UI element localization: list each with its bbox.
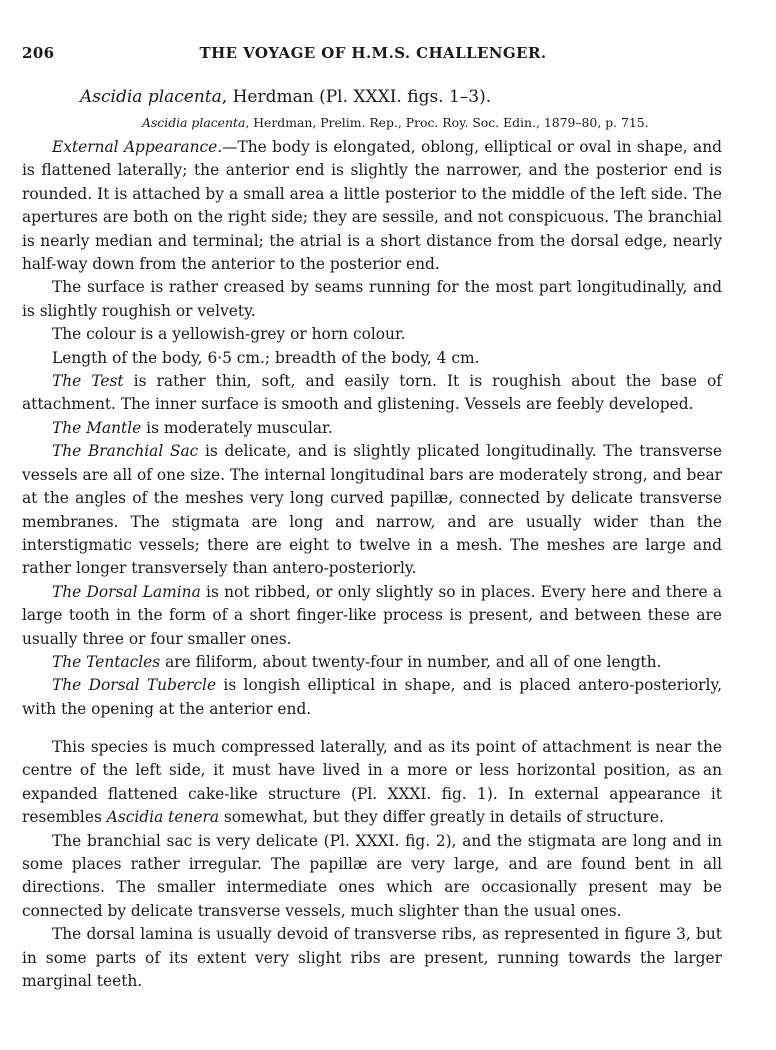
paragraph-dorsal-lamina: The Dorsal Lamina is not ribbed, or only slightly so in places. Every here and there a large tooth in the form of a short finger-like process is present, and between these are usually three or four smaller ones. (22, 582, 723, 648)
paragraph-dorsal-tubercle: The Dorsal Tubercle is longish elliptical in shape, and is placed antero-posteriorly, with the opening at the anterior end. (22, 676, 722, 718)
species-name: Ascidia placenta (80, 87, 222, 107)
species-reference: Ascidia tenera (106, 808, 219, 827)
paragraph-mantle: The Mantle is moderately muscular. (52, 418, 333, 437)
species-heading (80, 85, 720, 109)
lead-branchial-sac: The Branchial Sac (52, 442, 199, 461)
paragraph-discussion-2: The branchial sac is very delicate (Pl. XXXI. fig. 2), and the stigmata are long and in some places rather irregular. The papillæ are very large, and are found bent in all directions. The smaller intermediate ones which are occasionally present may be connected by delicate transverse vessels, much slighter than the usual ones. (22, 831, 722, 920)
lead-external-appearance: External Appearance. (52, 138, 223, 156)
lead-tentacles: The Tentacles (52, 652, 161, 671)
paragraph-branchial-sac: The Branchial Sac is delicate, and is slightly plicated longitudinally. The transverse vessels are all of one size. The internal longitudinal bars are moderately strong, and bear at the angles of the meshes very long curved papillæ, connected by delicate transverse membranes. The stigmata are long and narrow, and are usually wider than the interstigmatic vessels; there are eight to twelve in a mesh. The meshes are large and rather longer transversely than antero-posteriorly. (22, 442, 723, 578)
page-number: 206 (22, 44, 55, 62)
citation-name: Ascidia placenta (142, 115, 246, 130)
lead-dorsal-lamina: The Dorsal Lamina (52, 582, 201, 601)
paragraph-discussion-1: This species is much compressed laterally, and as its point of attachment is near the centre of the left side, it must have lived in a more or less horizontal position, as an expanded flattened cake-like structure (Pl. XXXI. fig. 1). In external appearance it resembles Ascidia tenera somewhat, but they differ greatly in details of structure. (22, 738, 722, 827)
lead-dorsal-tubercle: The Dorsal Tubercle (52, 676, 217, 695)
citation-text: , Herdman, Prelim. Rep., Proc. Roy. Soc. Edin., 1879–80, p. 715. (245, 115, 649, 130)
paragraph-test: The Test is rather thin, soft, and easily torn. It is roughish about the base of attachment. The inner surface is smooth and glistening. Vessels are feebly developed. (22, 372, 722, 414)
species-authority: , Herdman (Pl. XXXI. figs. 1–3). (221, 87, 492, 107)
lead-mantle: The Mantle (52, 418, 142, 437)
description-section (22, 136, 722, 721)
paragraph-colour: The colour is a yellowish-grey or horn colour. (52, 325, 406, 344)
lead-test: The Test (52, 372, 124, 391)
running-title: THE VOYAGE OF H.M.S. CHALLENGER. (199, 44, 547, 62)
paragraph-external-appearance: External Appearance.—The body is elongated, oblong, elliptical or oval in shape, and is flattened laterally; the anterior end is slightly the narrower, and the posterior end is rounded. It is attached by a small area a little posterior to the middle of the left side. The apertures are both on the right side; they are sessile, and not conspicuous. The branchial is nearly median and terminal; the atrial is a short distance from the dorsal edge, nearly half-way down from the anterior to the posterior end. (22, 138, 722, 274)
paragraph-surface: The surface is rather creased by seams running for the most part longitudinally, and is slightly roughish or velvety. (22, 278, 722, 320)
paragraph-length: Length of the body, 6·5 cm.; breadth of the body, 4 cm. (52, 348, 480, 367)
paragraph-discussion-3: The dorsal lamina is usually devoid of transverse ribs, as represented in figure 3, but in some parts of its extent very slight ribs are present, running towards the larger marginal teeth. (22, 925, 722, 991)
paragraph-tentacles: The Tentacles are filiform, about twenty-four in number, and all of one length. (52, 652, 662, 671)
species-citation (142, 114, 722, 132)
discussion-section (22, 736, 722, 993)
